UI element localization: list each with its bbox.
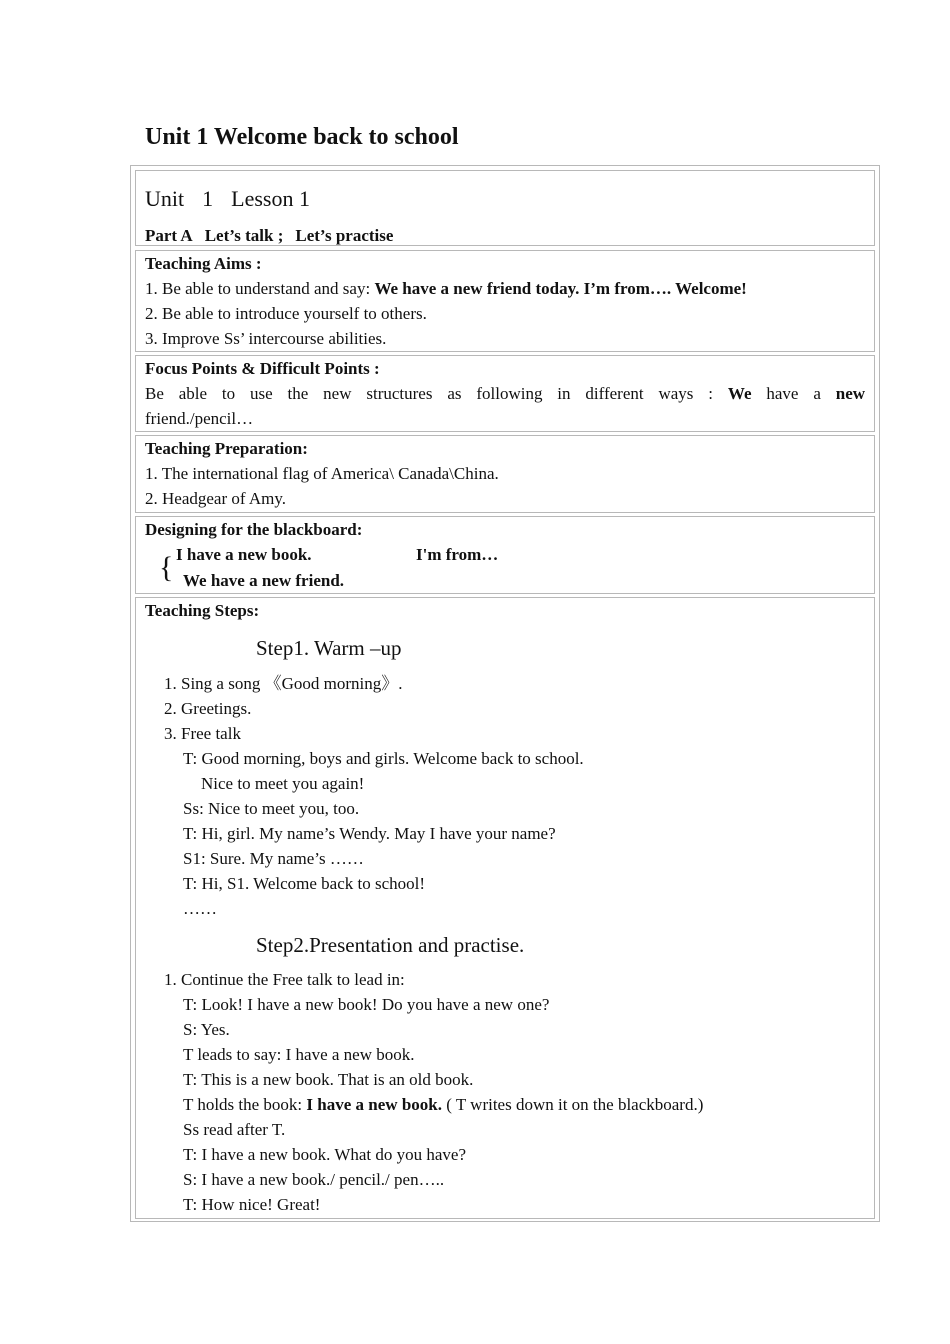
step1-heading: Step1. Warm –up xyxy=(256,636,402,660)
blackboard-design-cell xyxy=(135,516,875,594)
aim-item-1-text: 1. Be able to understand and say: xyxy=(145,279,375,298)
blackboard-content xyxy=(145,542,865,594)
page-title: Unit 1 Welcome back to school xyxy=(145,124,459,150)
aim-item-1 xyxy=(145,276,865,301)
lesson-plan-table xyxy=(130,165,880,1222)
focus-word-have: have xyxy=(766,384,799,403)
aim-item-3: 3. Improve Ss’ intercourse abilities. xyxy=(145,329,387,348)
unit-number: 1 xyxy=(202,186,214,211)
focus-line-1 xyxy=(145,381,865,406)
step2-heading: Step2.Presentation and practise. xyxy=(256,933,525,957)
teaching-aims-cell xyxy=(135,250,875,352)
blackboard-line-2: We have a new friend. xyxy=(183,571,345,590)
step1-list xyxy=(145,671,865,921)
aim-item-1-sentence: We have a new friend today. I’m from…. Welcome! xyxy=(374,279,747,298)
blackboard-line-1: I have a new book. xyxy=(176,545,312,564)
dialogue-line xyxy=(145,1092,865,1117)
dialogue-line: Nice to meet you again! xyxy=(201,774,365,793)
dialogue-line: T leads to say: I have a new book. xyxy=(183,1045,415,1064)
preparation-item-1: 1. The international flag of America\ Canada\China. xyxy=(145,464,499,483)
teaching-steps-heading: Teaching Steps: xyxy=(145,601,260,620)
dialogue-line: S1: Sure. My name’s …… xyxy=(183,849,364,868)
focus-word-a: a xyxy=(813,384,821,403)
dialogue-line: Ss read after T. xyxy=(183,1120,286,1139)
dialogue-key-sentence: I have a new book. xyxy=(306,1095,442,1114)
teaching-preparation-heading: Teaching Preparation: xyxy=(145,439,308,458)
dialogue-line: T: Hi, girl. My name’s Wendy. May I have your name? xyxy=(183,824,556,843)
teaching-preparation-cell xyxy=(135,435,875,513)
focus-line-2: friend./pencil… xyxy=(145,409,254,428)
lesson-label: Lesson 1 xyxy=(231,186,310,211)
dialogue-line: T: Look! I have a new book! Do you have a new one? xyxy=(183,995,550,1014)
focus-points-heading: Focus Points & Difficult Points : xyxy=(145,359,380,378)
step1-item-1: 1. Sing a song 《Good morning》. xyxy=(164,674,403,693)
blackboard-line-1-right: I'm from… xyxy=(416,545,499,564)
step2-list xyxy=(145,967,865,1217)
dialogue-ellipsis: …… xyxy=(183,899,217,918)
part-talk: Let’s talk ; xyxy=(204,226,284,245)
focus-points-cell xyxy=(135,355,875,432)
dialogue-line: T: How nice! Great! xyxy=(183,1195,321,1214)
focus-word-new: new xyxy=(835,384,866,403)
part-line xyxy=(145,223,865,248)
part-practise: Let’s practise xyxy=(295,226,394,245)
part-label: Part A xyxy=(145,226,193,245)
lesson-line xyxy=(145,185,865,213)
step1-item-3: 3. Free talk xyxy=(164,724,241,743)
unit-label: Unit xyxy=(145,186,185,211)
brace-symbol: { xyxy=(159,551,174,584)
dialogue-text: T holds the book: xyxy=(183,1095,307,1114)
step1-item-2: 2. Greetings. xyxy=(164,699,252,718)
dialogue-line: T: I have a new book. What do you have? xyxy=(183,1145,467,1164)
dialogue-line: S: I have a new book./ pencil./ pen….. xyxy=(183,1170,445,1189)
dialogue-line: Ss: Nice to meet you, too. xyxy=(183,799,360,818)
aim-item-2: 2. Be able to introduce yourself to others. xyxy=(145,304,427,323)
dialogue-line: T: This is a new book. That is an old book. xyxy=(183,1070,474,1089)
focus-word-we: We xyxy=(727,384,752,403)
lesson-header-cell xyxy=(135,170,875,246)
dialogue-line: T: Good morning, boys and girls. Welcome back to school. xyxy=(183,749,584,768)
teaching-steps-cell xyxy=(135,597,875,1219)
step2-item-1: 1. Continue the Free talk to lead in: xyxy=(164,970,405,989)
dialogue-line: S: Yes. xyxy=(183,1020,230,1039)
dialogue-line: T: Hi, S1. Welcome back to school! xyxy=(183,874,426,893)
blackboard-heading: Designing for the blackboard: xyxy=(145,520,363,539)
preparation-item-2: 2. Headgear of Amy. xyxy=(145,489,286,508)
dialogue-text: ( T writes down it on the blackboard.) xyxy=(441,1095,704,1114)
focus-line-1-text: Be able to use the new structures as following in different ways : xyxy=(145,384,714,403)
teaching-aims-heading: Teaching Aims : xyxy=(145,254,262,273)
